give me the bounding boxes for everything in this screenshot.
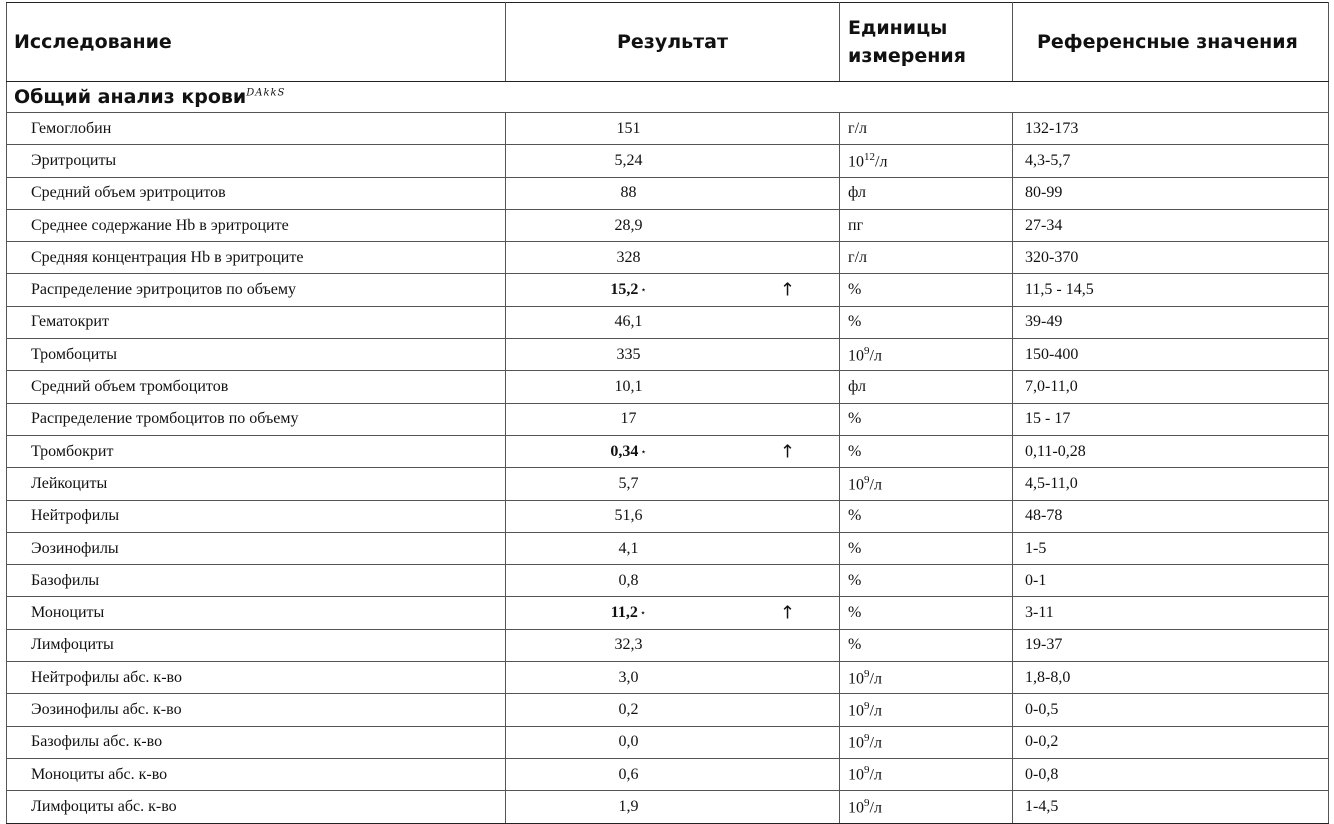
reference-cell: 320-370 bbox=[1013, 242, 1329, 274]
units-exponent: 12 bbox=[864, 150, 875, 163]
result-value-text: 0,0 bbox=[618, 733, 639, 751]
reference-cell: 0,11-0,28 bbox=[1013, 435, 1329, 467]
result-value bbox=[506, 604, 751, 622]
result-value bbox=[506, 507, 751, 525]
units-cell bbox=[840, 435, 1013, 467]
reference-cell: 0-1 bbox=[1013, 565, 1329, 597]
units-suffix: /л bbox=[869, 669, 882, 687]
units-suffix: /л bbox=[869, 734, 882, 752]
result-value bbox=[506, 733, 751, 751]
units-base: г/л bbox=[848, 248, 867, 266]
result-cell bbox=[506, 145, 840, 177]
arrow-up-icon: ↑ bbox=[779, 441, 795, 463]
header-units-line1: Единицы bbox=[848, 17, 948, 39]
units-cell bbox=[840, 565, 1013, 597]
result-cell bbox=[506, 758, 840, 790]
units-base: 10 bbox=[848, 153, 864, 171]
header-row bbox=[7, 3, 1329, 82]
header-reference: Референсные значения bbox=[1013, 3, 1329, 82]
result-value-text: 32,3 bbox=[614, 636, 643, 654]
test-name-cell: Нейтрофилы bbox=[7, 500, 506, 532]
arrow-up-icon: ↑ bbox=[779, 602, 795, 624]
result-value-text: 11,2 bbox=[610, 604, 638, 622]
units-base: % bbox=[848, 313, 862, 331]
units-cell bbox=[840, 371, 1013, 403]
result-value-text: 4,1 bbox=[618, 539, 639, 557]
result-value bbox=[506, 636, 751, 654]
table-row bbox=[7, 758, 1329, 790]
result-cell bbox=[506, 532, 840, 564]
result-cell bbox=[506, 500, 840, 532]
reference-cell: 1-4,5 bbox=[1013, 791, 1329, 823]
result-value-text: 10,1 bbox=[614, 378, 643, 396]
units-suffix: /л bbox=[869, 346, 882, 364]
units-base: 10 bbox=[848, 476, 864, 494]
result-value bbox=[506, 669, 751, 687]
units-exponent: 9 bbox=[864, 667, 870, 680]
test-name-cell: Среднее содержание Hb в эритроците bbox=[7, 209, 506, 241]
result-value-text: 0,6 bbox=[618, 765, 639, 783]
units-exponent: 9 bbox=[864, 344, 870, 357]
table-row bbox=[7, 339, 1329, 371]
test-name-cell: Лимфоциты bbox=[7, 629, 506, 661]
units-cell bbox=[840, 726, 1013, 758]
reference-cell: 4,5-11,0 bbox=[1013, 468, 1329, 500]
arrow-up-icon: ↑ bbox=[779, 279, 795, 301]
test-name-cell: Базофилы абс. к-во bbox=[7, 726, 506, 758]
table-row bbox=[7, 597, 1329, 629]
result-cell bbox=[506, 306, 840, 338]
units-cell bbox=[840, 145, 1013, 177]
result-cell bbox=[506, 177, 840, 209]
table-row bbox=[7, 629, 1329, 661]
result-cell bbox=[506, 403, 840, 435]
result-value-text: 3,0 bbox=[618, 668, 639, 686]
header-study: Исследование bbox=[7, 3, 506, 82]
units-cell bbox=[840, 242, 1013, 274]
units-base: 10 bbox=[848, 702, 864, 720]
units-base: % bbox=[848, 410, 862, 428]
test-name-cell: Лейкоциты bbox=[7, 468, 506, 500]
flag-star-icon: ⋆ bbox=[640, 285, 647, 297]
reference-cell: 1-5 bbox=[1013, 532, 1329, 564]
result-value bbox=[506, 281, 751, 299]
test-name-cell: Эритроциты bbox=[7, 145, 506, 177]
header-units-line2: измерения bbox=[848, 45, 966, 67]
units-cell bbox=[840, 274, 1013, 306]
test-name-cell: Эозинофилы bbox=[7, 532, 506, 564]
units-cell bbox=[840, 339, 1013, 371]
table-row bbox=[7, 242, 1329, 274]
table-row bbox=[7, 274, 1329, 306]
test-name-cell: Лимфоциты абс. к-во bbox=[7, 791, 506, 823]
lab-results-table-container bbox=[6, 2, 1328, 824]
units-base: % bbox=[848, 571, 862, 589]
section-title-cell bbox=[7, 82, 1329, 113]
result-value-text: 151 bbox=[616, 119, 641, 137]
result-value-text: 17 bbox=[620, 410, 637, 428]
result-value-text: 1,9 bbox=[618, 797, 639, 815]
test-name-cell: Моноциты bbox=[7, 597, 506, 629]
units-base: % bbox=[848, 604, 862, 622]
units-base: % bbox=[848, 636, 862, 654]
units-exponent: 9 bbox=[864, 732, 870, 745]
result-value-text: 46,1 bbox=[614, 313, 643, 331]
test-name-cell: Эозинофилы абс. к-во bbox=[7, 694, 506, 726]
units-base: 10 bbox=[848, 346, 864, 364]
test-name-cell: Тромбоциты bbox=[7, 339, 506, 371]
result-value bbox=[506, 249, 751, 267]
table-row bbox=[7, 500, 1329, 532]
result-cell bbox=[506, 209, 840, 241]
result-value bbox=[506, 701, 751, 719]
result-value-text: 51,6 bbox=[614, 507, 643, 525]
units-base: % bbox=[848, 442, 862, 460]
result-cell bbox=[506, 113, 840, 145]
reference-cell: 48-78 bbox=[1013, 500, 1329, 532]
reference-cell: 15 - 17 bbox=[1013, 403, 1329, 435]
test-name-cell: Средний объем тромбоцитов bbox=[7, 371, 506, 403]
table-row bbox=[7, 694, 1329, 726]
test-name-cell: Распределение эритроцитов по объему bbox=[7, 274, 506, 306]
test-name-cell: Нейтрофилы абс. к-во bbox=[7, 662, 506, 694]
units-exponent: 9 bbox=[864, 796, 870, 809]
units-cell bbox=[840, 468, 1013, 500]
reference-cell: 0-0,2 bbox=[1013, 726, 1329, 758]
units-suffix: /л bbox=[869, 766, 882, 784]
units-base: г/л bbox=[848, 119, 867, 137]
reference-cell: 0-0,8 bbox=[1013, 758, 1329, 790]
table-row bbox=[7, 209, 1329, 241]
result-value-text: 0,34 bbox=[610, 442, 639, 460]
result-value bbox=[506, 475, 751, 493]
result-cell bbox=[506, 565, 840, 597]
reference-cell: 150-400 bbox=[1013, 339, 1329, 371]
result-value-text: 328 bbox=[616, 248, 641, 266]
units-base: 10 bbox=[848, 734, 864, 752]
result-value-text: 15,2 bbox=[610, 281, 639, 299]
reference-cell: 0-0,5 bbox=[1013, 694, 1329, 726]
units-base: % bbox=[848, 539, 862, 557]
table-row bbox=[7, 403, 1329, 435]
test-name-cell: Распределение тромбоцитов по объему bbox=[7, 403, 506, 435]
units-cell bbox=[840, 758, 1013, 790]
result-value bbox=[506, 443, 751, 461]
reference-cell: 4,3-5,7 bbox=[1013, 145, 1329, 177]
units-exponent: 9 bbox=[864, 699, 870, 712]
result-value bbox=[506, 378, 751, 396]
result-cell bbox=[506, 371, 840, 403]
result-cell bbox=[506, 791, 840, 823]
result-cell bbox=[506, 339, 840, 371]
result-value bbox=[506, 766, 751, 784]
table-row bbox=[7, 468, 1329, 500]
result-value bbox=[506, 217, 751, 235]
result-value bbox=[506, 572, 751, 590]
result-value bbox=[506, 313, 751, 331]
result-value-text: 0,2 bbox=[618, 700, 639, 718]
reference-cell: 39-49 bbox=[1013, 306, 1329, 338]
units-cell bbox=[840, 306, 1013, 338]
result-value-text: 28,9 bbox=[614, 216, 643, 234]
units-base: 10 bbox=[848, 799, 864, 817]
reference-cell: 132-173 bbox=[1013, 113, 1329, 145]
result-cell bbox=[506, 662, 840, 694]
result-value-text: 88 bbox=[620, 184, 637, 202]
result-cell bbox=[506, 726, 840, 758]
result-value-text: 335 bbox=[616, 345, 641, 363]
result-value bbox=[506, 184, 751, 202]
flag-star-icon: ⋆ bbox=[640, 446, 647, 458]
table-row bbox=[7, 532, 1329, 564]
result-cell bbox=[506, 242, 840, 274]
units-cell bbox=[840, 403, 1013, 435]
table-row bbox=[7, 177, 1329, 209]
units-base: % bbox=[848, 281, 862, 299]
test-name-cell: Гемоглобин bbox=[7, 113, 506, 145]
units-cell bbox=[840, 209, 1013, 241]
result-value bbox=[506, 346, 751, 364]
units-suffix: /л bbox=[875, 153, 888, 171]
section-title: Общий анализ крови bbox=[14, 86, 247, 108]
test-name-cell: Моноциты абс. к-во bbox=[7, 758, 506, 790]
table-row bbox=[7, 435, 1329, 467]
units-cell bbox=[840, 629, 1013, 661]
reference-cell: 3-11 bbox=[1013, 597, 1329, 629]
header-result: Результат bbox=[506, 3, 840, 82]
lab-results-table bbox=[6, 2, 1329, 824]
units-suffix: /л bbox=[869, 476, 882, 494]
test-name-cell: Средний объем эритроцитов bbox=[7, 177, 506, 209]
result-cell bbox=[506, 468, 840, 500]
reference-cell: 27-34 bbox=[1013, 209, 1329, 241]
table-row bbox=[7, 371, 1329, 403]
result-value bbox=[506, 152, 751, 170]
table-row bbox=[7, 306, 1329, 338]
reference-cell: 11,5 - 14,5 bbox=[1013, 274, 1329, 306]
units-base: 10 bbox=[848, 766, 864, 784]
result-cell bbox=[506, 274, 840, 306]
source-mark: DAkkS bbox=[246, 87, 286, 99]
units-cell bbox=[840, 500, 1013, 532]
units-exponent: 9 bbox=[864, 764, 870, 777]
test-name-cell: Гематокрит bbox=[7, 306, 506, 338]
table-row bbox=[7, 565, 1329, 597]
units-cell bbox=[840, 177, 1013, 209]
units-cell bbox=[840, 662, 1013, 694]
result-cell bbox=[506, 435, 840, 467]
result-value-text: 5,7 bbox=[618, 474, 639, 492]
result-cell bbox=[506, 694, 840, 726]
table-row bbox=[7, 145, 1329, 177]
flag-star-icon: ⋆ bbox=[639, 608, 647, 620]
result-value bbox=[506, 120, 751, 138]
table-header bbox=[7, 3, 1329, 82]
test-name-cell: Базофилы bbox=[7, 565, 506, 597]
section-row bbox=[7, 82, 1329, 113]
reference-cell: 1,8-8,0 bbox=[1013, 662, 1329, 694]
result-value bbox=[506, 410, 751, 428]
reference-cell: 7,0-11,0 bbox=[1013, 371, 1329, 403]
units-cell bbox=[840, 113, 1013, 145]
table-row bbox=[7, 726, 1329, 758]
table-body bbox=[7, 82, 1329, 824]
units-base: % bbox=[848, 507, 862, 525]
result-cell bbox=[506, 629, 840, 661]
header-units bbox=[840, 3, 1013, 82]
reference-cell: 19-37 bbox=[1013, 629, 1329, 661]
result-value bbox=[506, 798, 751, 816]
table-row bbox=[7, 113, 1329, 145]
test-name-cell: Средняя концентрация Hb в эритроците bbox=[7, 242, 506, 274]
result-value-text: 0,8 bbox=[618, 571, 639, 589]
table-row bbox=[7, 662, 1329, 694]
units-base: фл bbox=[848, 378, 866, 396]
result-cell bbox=[506, 597, 840, 629]
units-cell bbox=[840, 597, 1013, 629]
units-cell bbox=[840, 791, 1013, 823]
units-base: пг bbox=[848, 216, 864, 234]
units-suffix: /л bbox=[869, 799, 882, 817]
units-base: фл bbox=[848, 184, 866, 202]
units-cell bbox=[840, 694, 1013, 726]
units-base: 10 bbox=[848, 669, 864, 687]
result-value bbox=[506, 540, 751, 558]
table-row bbox=[7, 791, 1329, 823]
units-suffix: /л bbox=[869, 702, 882, 720]
reference-cell: 80-99 bbox=[1013, 177, 1329, 209]
test-name-cell: Тромбокрит bbox=[7, 435, 506, 467]
units-exponent: 9 bbox=[864, 473, 870, 486]
result-value-text: 5,24 bbox=[614, 151, 643, 169]
units-cell bbox=[840, 532, 1013, 564]
